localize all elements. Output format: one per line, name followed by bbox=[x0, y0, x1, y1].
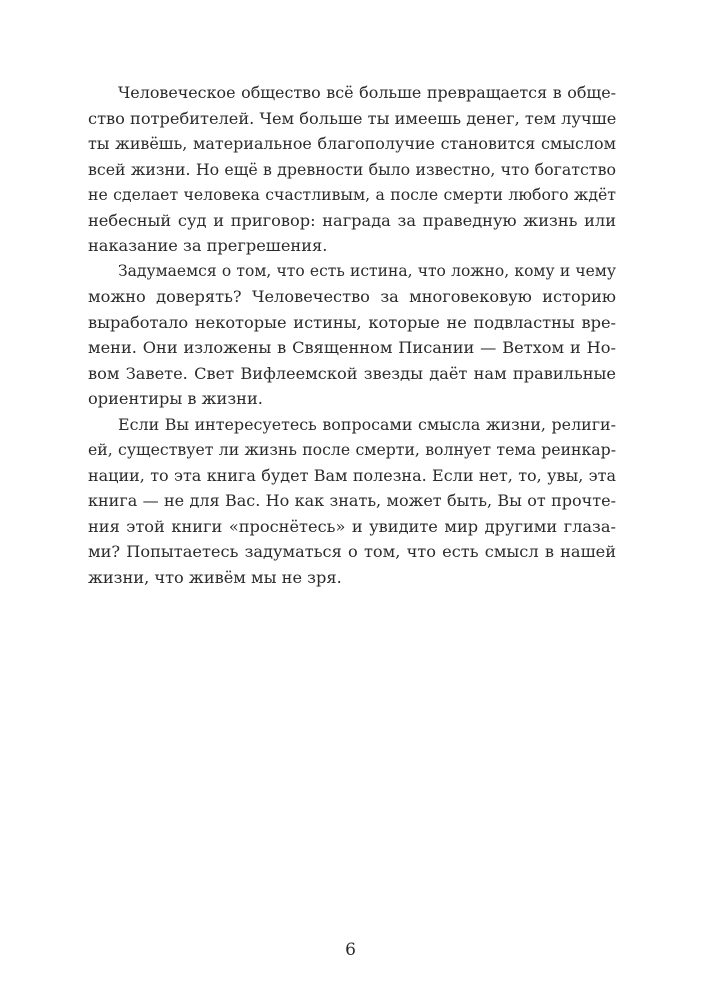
text-line: всей жизни. Но ещё в древности было известно, что богатство bbox=[88, 159, 616, 179]
text-line: Если Вы интересуетесь вопросами смысла жизни, религи- bbox=[118, 414, 616, 434]
text-line: нации, то эта книга будет Вам полезна. Если нет, то, увы, эта bbox=[88, 465, 616, 485]
text-line: можно доверять? Человечество за многовековую историю bbox=[88, 287, 616, 306]
text-line: ей, существует ли жизнь после смерти, волнует тема реинкар- bbox=[88, 440, 616, 459]
text-line: Человеческое общество всё больше превращается в обще- bbox=[118, 83, 616, 102]
text-line: ство потребителей. Чем больше ты имеешь денег, тем лучше bbox=[88, 108, 617, 128]
text-line: небесный суд и приговор: награда за праведную жизнь или bbox=[88, 210, 616, 230]
text-line: мени. Они изложены в Священном Писании — Ветхом и Но- bbox=[88, 338, 616, 357]
text-line: ориентиры в жизни. bbox=[88, 389, 263, 408]
paragraph-1 bbox=[88, 80, 616, 259]
text-line: книга — не для Вас. Но как знать, может быть, Вы от прочте- bbox=[88, 491, 616, 510]
text-line: вом Завете. Свет Вифлеемской звезды даёт нам правильные bbox=[88, 363, 616, 383]
text-line: жизни, что живём мы не зря. bbox=[88, 567, 342, 587]
text-line: Задумаемся о том, что есть истина, что ложно, кому и чему bbox=[118, 261, 616, 280]
paragraph-3 bbox=[88, 412, 616, 591]
text-line: наказание за прегрешения. bbox=[88, 236, 328, 255]
page-number: 6 bbox=[345, 940, 356, 960]
text-line: не сделает человека счастливым, а после смерти любого ждёт bbox=[88, 185, 616, 204]
body-text bbox=[88, 80, 616, 590]
text-line: выработало некоторые истины, которые не подвластны вре- bbox=[88, 312, 616, 332]
text-line: ми? Попытаетесь задуматься о том, что есть смысл в нашей bbox=[88, 542, 616, 561]
text-line: ния этой книги «проснётесь» и увидите мир другими глаза- bbox=[88, 516, 616, 536]
text-line: ты живёшь, материальное благополучие становится смыслом bbox=[88, 134, 616, 153]
paragraph-2 bbox=[88, 259, 616, 412]
